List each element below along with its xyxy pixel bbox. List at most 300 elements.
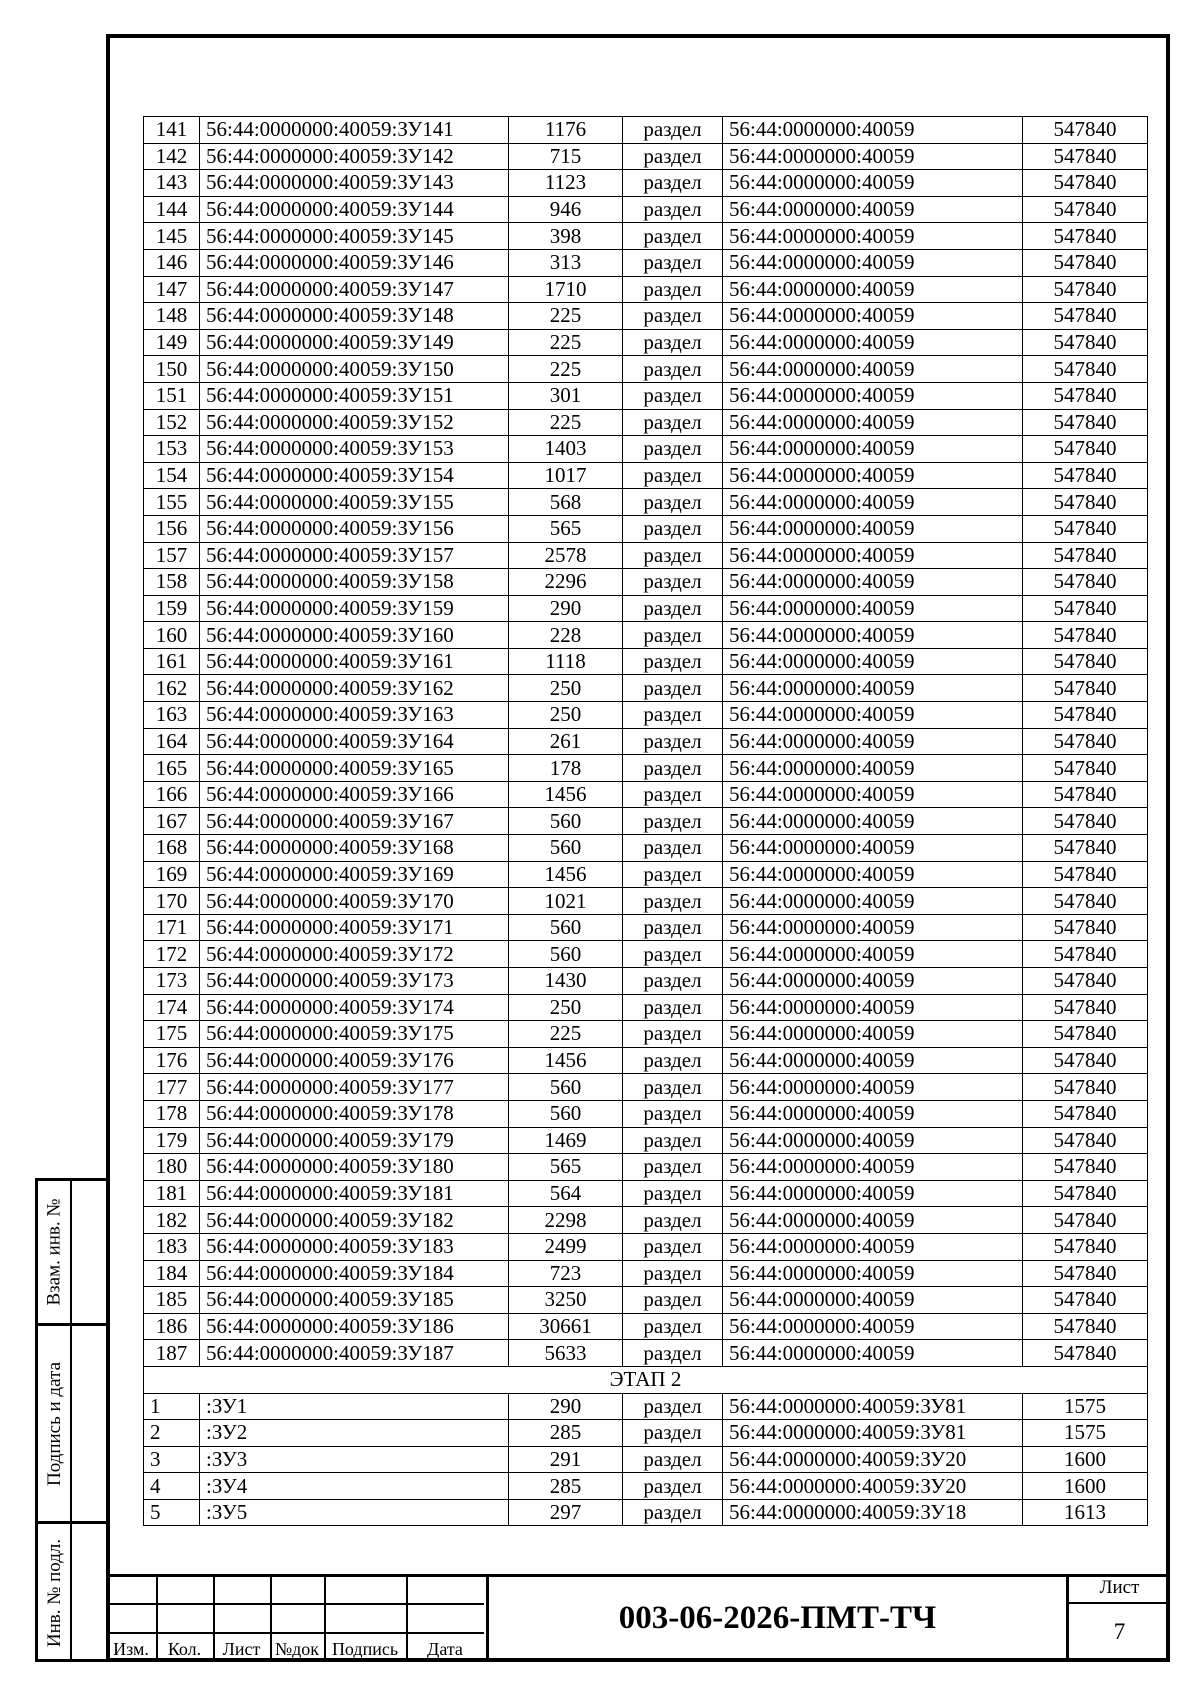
row-number-cell: 156 bbox=[144, 515, 200, 542]
row-number-cell: 4 bbox=[144, 1473, 200, 1500]
area-cell: 2578 bbox=[509, 542, 623, 569]
sheet-number: 7 bbox=[1113, 1619, 1126, 1644]
method-cell: раздел bbox=[623, 1393, 723, 1420]
row-number-cell: 165 bbox=[144, 755, 200, 782]
side-cell-vzam bbox=[38, 1181, 106, 1326]
method-cell: раздел bbox=[623, 409, 723, 436]
area-cell: 1176 bbox=[509, 117, 623, 144]
table-row bbox=[144, 1340, 1148, 1367]
method-cell: раздел bbox=[623, 1207, 723, 1234]
source-parcel-cell: 56:44:0000000:40059 bbox=[723, 515, 1023, 542]
row-number-cell: 146 bbox=[144, 249, 200, 276]
table-row bbox=[144, 276, 1148, 303]
side-cell-inv bbox=[38, 1524, 106, 1662]
area-cell: 565 bbox=[509, 515, 623, 542]
row-number-cell: 174 bbox=[144, 994, 200, 1021]
row-number-cell: 3 bbox=[144, 1446, 200, 1473]
source-parcel-cell: 56:44:0000000:40059 bbox=[723, 1100, 1023, 1127]
method-cell: раздел bbox=[623, 542, 723, 569]
area-cell: 285 bbox=[509, 1420, 623, 1447]
source-area-cell: 547840 bbox=[1023, 1100, 1148, 1127]
area-cell: 290 bbox=[509, 1393, 623, 1420]
row-number-cell: 2 bbox=[144, 1420, 200, 1447]
area-cell: 1469 bbox=[509, 1127, 623, 1154]
source-parcel-cell: 56:44:0000000:40059 bbox=[723, 303, 1023, 330]
source-area-cell: 547840 bbox=[1023, 196, 1148, 223]
area-cell: 225 bbox=[509, 409, 623, 436]
row-number-cell: 148 bbox=[144, 303, 200, 330]
source-parcel-cell: 56:44:0000000:40059 bbox=[723, 622, 1023, 649]
parcel-id-cell: 56:44:0000000:40059:ЗУ152 bbox=[200, 409, 509, 436]
row-number-cell: 1 bbox=[144, 1393, 200, 1420]
source-area-cell: 547840 bbox=[1023, 1260, 1148, 1287]
row-number-cell: 141 bbox=[144, 117, 200, 144]
label-podpis: Подпись bbox=[331, 1639, 399, 1659]
table-row bbox=[144, 1313, 1148, 1340]
document-code: 003-06-2026-ПМТ-ТЧ bbox=[486, 1574, 1066, 1662]
source-area-cell: 547840 bbox=[1023, 276, 1148, 303]
source-parcel-cell: 56:44:0000000:40059 bbox=[723, 356, 1023, 383]
method-cell: раздел bbox=[623, 1420, 723, 1447]
table-row bbox=[144, 117, 1148, 144]
table-row bbox=[144, 595, 1148, 622]
row-number-cell: 176 bbox=[144, 1047, 200, 1074]
area-cell: 291 bbox=[509, 1446, 623, 1473]
area-cell: 1430 bbox=[509, 968, 623, 995]
source-parcel-cell: 56:44:0000000:40059 bbox=[723, 117, 1023, 144]
source-area-cell: 1600 bbox=[1023, 1446, 1148, 1473]
parcel-table bbox=[143, 116, 1148, 1526]
table-row bbox=[144, 994, 1148, 1021]
source-parcel-cell: 56:44:0000000:40059 bbox=[723, 436, 1023, 463]
method-cell: раздел bbox=[623, 462, 723, 489]
table-row bbox=[144, 1047, 1148, 1074]
row-number-cell: 175 bbox=[144, 1021, 200, 1048]
parcel-id-cell: 56:44:0000000:40059:ЗУ185 bbox=[200, 1287, 509, 1314]
table-row bbox=[144, 1100, 1148, 1127]
area-cell: 2298 bbox=[509, 1207, 623, 1234]
area-cell: 1456 bbox=[509, 781, 623, 808]
source-parcel-cell: 56:44:0000000:40059 bbox=[723, 329, 1023, 356]
method-cell: раздел bbox=[623, 622, 723, 649]
row-number-cell: 170 bbox=[144, 888, 200, 915]
label-izm: Изм. bbox=[113, 1639, 149, 1659]
table-row bbox=[144, 648, 1148, 675]
label-data: Дата bbox=[427, 1639, 463, 1659]
parcel-id-cell: 56:44:0000000:40059:ЗУ142 bbox=[200, 143, 509, 170]
source-area-cell: 547840 bbox=[1023, 994, 1148, 1021]
source-area-cell: 547840 bbox=[1023, 382, 1148, 409]
parcel-id-cell: 56:44:0000000:40059:ЗУ147 bbox=[200, 276, 509, 303]
source-area-cell: 547840 bbox=[1023, 409, 1148, 436]
source-parcel-cell: 56:44:0000000:40059 bbox=[723, 755, 1023, 782]
area-cell: 1118 bbox=[509, 648, 623, 675]
sheet-box bbox=[1066, 1574, 1170, 1662]
parcel-id-cell: 56:44:0000000:40059:ЗУ183 bbox=[200, 1233, 509, 1260]
area-cell: 3250 bbox=[509, 1287, 623, 1314]
row-number-cell: 153 bbox=[144, 436, 200, 463]
source-area-cell: 547840 bbox=[1023, 515, 1148, 542]
source-parcel-cell: 56:44:0000000:40059 bbox=[723, 1047, 1023, 1074]
label-kol: Кол. bbox=[167, 1639, 202, 1659]
source-parcel-cell: 56:44:0000000:40059 bbox=[723, 223, 1023, 250]
row-number-cell: 180 bbox=[144, 1154, 200, 1181]
table-row bbox=[144, 223, 1148, 250]
row-number-cell: 177 bbox=[144, 1074, 200, 1101]
method-cell: раздел bbox=[623, 595, 723, 622]
parcel-id-cell: 56:44:0000000:40059:ЗУ143 bbox=[200, 170, 509, 197]
source-parcel-cell: 56:44:0000000:40059 bbox=[723, 808, 1023, 835]
table-row bbox=[144, 1499, 1148, 1526]
row-number-cell: 164 bbox=[144, 728, 200, 755]
area-cell: 290 bbox=[509, 595, 623, 622]
area-cell: 565 bbox=[509, 1154, 623, 1181]
table-row bbox=[144, 1180, 1148, 1207]
source-area-cell: 547840 bbox=[1023, 489, 1148, 516]
parcel-id-cell: 56:44:0000000:40059:ЗУ145 bbox=[200, 223, 509, 250]
parcel-id-cell: :ЗУ5 bbox=[200, 1499, 509, 1526]
source-parcel-cell: 56:44:0000000:40059 bbox=[723, 835, 1023, 862]
source-area-cell: 547840 bbox=[1023, 542, 1148, 569]
table-row bbox=[144, 170, 1148, 197]
area-cell: 560 bbox=[509, 835, 623, 862]
source-area-cell: 1575 bbox=[1023, 1420, 1148, 1447]
method-cell: раздел bbox=[623, 436, 723, 463]
parcel-id-cell: 56:44:0000000:40059:ЗУ149 bbox=[200, 329, 509, 356]
table-row bbox=[144, 1207, 1148, 1234]
method-cell: раздел bbox=[623, 223, 723, 250]
parcel-id-cell: 56:44:0000000:40059:ЗУ157 bbox=[200, 542, 509, 569]
parcel-id-cell: 56:44:0000000:40059:ЗУ163 bbox=[200, 702, 509, 729]
source-parcel-cell: 56:44:0000000:40059 bbox=[723, 702, 1023, 729]
area-cell: 715 bbox=[509, 143, 623, 170]
row-number-cell: 152 bbox=[144, 409, 200, 436]
parcel-id-cell: 56:44:0000000:40059:ЗУ176 bbox=[200, 1047, 509, 1074]
method-cell: раздел bbox=[623, 994, 723, 1021]
parcel-id-cell: 56:44:0000000:40059:ЗУ182 bbox=[200, 1207, 509, 1234]
area-cell: 30661 bbox=[509, 1313, 623, 1340]
source-parcel-cell: 56:44:0000000:40059 bbox=[723, 1127, 1023, 1154]
row-number-cell: 149 bbox=[144, 329, 200, 356]
table-row bbox=[144, 1260, 1148, 1287]
source-area-cell: 547840 bbox=[1023, 1313, 1148, 1340]
source-parcel-cell: 56:44:0000000:40059 bbox=[723, 888, 1023, 915]
table-row bbox=[144, 781, 1148, 808]
row-number-cell: 155 bbox=[144, 489, 200, 516]
table-row bbox=[144, 382, 1148, 409]
table-row bbox=[144, 303, 1148, 330]
parcel-id-cell: 56:44:0000000:40059:ЗУ158 bbox=[200, 569, 509, 596]
row-number-cell: 154 bbox=[144, 462, 200, 489]
source-parcel-cell: 56:44:0000000:40059 bbox=[723, 595, 1023, 622]
source-parcel-cell: 56:44:0000000:40059:ЗУ18 bbox=[723, 1499, 1023, 1526]
method-cell: раздел bbox=[623, 515, 723, 542]
table-row bbox=[144, 1021, 1148, 1048]
method-cell: раздел bbox=[623, 861, 723, 888]
table-row bbox=[144, 702, 1148, 729]
source-area-cell: 547840 bbox=[1023, 1287, 1148, 1314]
area-cell: 560 bbox=[509, 1074, 623, 1101]
parcel-id-cell: 56:44:0000000:40059:ЗУ180 bbox=[200, 1154, 509, 1181]
source-parcel-cell: 56:44:0000000:40059 bbox=[723, 675, 1023, 702]
label-ndok: №док bbox=[274, 1639, 320, 1659]
parcel-id-cell: 56:44:0000000:40059:ЗУ156 bbox=[200, 515, 509, 542]
area-cell: 297 bbox=[509, 1499, 623, 1526]
source-parcel-cell: 56:44:0000000:40059:ЗУ20 bbox=[723, 1473, 1023, 1500]
area-cell: 560 bbox=[509, 1100, 623, 1127]
source-area-cell: 547840 bbox=[1023, 702, 1148, 729]
table-row bbox=[144, 489, 1148, 516]
area-cell: 1123 bbox=[509, 170, 623, 197]
table-row bbox=[144, 436, 1148, 463]
method-cell: раздел bbox=[623, 1260, 723, 1287]
source-area-cell: 547840 bbox=[1023, 1021, 1148, 1048]
row-number-cell: 173 bbox=[144, 968, 200, 995]
source-area-cell: 547840 bbox=[1023, 1127, 1148, 1154]
source-parcel-cell: 56:44:0000000:40059 bbox=[723, 941, 1023, 968]
source-area-cell: 547840 bbox=[1023, 781, 1148, 808]
parcel-id-cell: 56:44:0000000:40059:ЗУ155 bbox=[200, 489, 509, 516]
table-row bbox=[144, 1473, 1148, 1500]
table-row bbox=[144, 356, 1148, 383]
row-number-cell: 169 bbox=[144, 861, 200, 888]
source-parcel-cell: 56:44:0000000:40059:ЗУ81 bbox=[723, 1393, 1023, 1420]
row-number-cell: 167 bbox=[144, 808, 200, 835]
parcel-id-cell: 56:44:0000000:40059:ЗУ174 bbox=[200, 994, 509, 1021]
table-row bbox=[144, 249, 1148, 276]
source-area-cell: 547840 bbox=[1023, 356, 1148, 383]
table-row bbox=[144, 1446, 1148, 1473]
area-cell: 1403 bbox=[509, 436, 623, 463]
source-area-cell: 547840 bbox=[1023, 648, 1148, 675]
source-parcel-cell: 56:44:0000000:40059 bbox=[723, 382, 1023, 409]
source-area-cell: 547840 bbox=[1023, 888, 1148, 915]
method-cell: раздел bbox=[623, 755, 723, 782]
source-parcel-cell: 56:44:0000000:40059 bbox=[723, 994, 1023, 1021]
row-number-cell: 181 bbox=[144, 1180, 200, 1207]
table-row bbox=[144, 143, 1148, 170]
source-parcel-cell: 56:44:0000000:40059 bbox=[723, 276, 1023, 303]
parcel-id-cell: 56:44:0000000:40059:ЗУ146 bbox=[200, 249, 509, 276]
method-cell: раздел bbox=[623, 196, 723, 223]
parcel-id-cell: 56:44:0000000:40059:ЗУ170 bbox=[200, 888, 509, 915]
area-cell: 228 bbox=[509, 622, 623, 649]
parcel-id-cell: 56:44:0000000:40059:ЗУ181 bbox=[200, 1180, 509, 1207]
method-cell: раздел bbox=[623, 968, 723, 995]
method-cell: раздел bbox=[623, 276, 723, 303]
method-cell: раздел bbox=[623, 1021, 723, 1048]
parcel-id-cell: 56:44:0000000:40059:ЗУ161 bbox=[200, 648, 509, 675]
table-row bbox=[144, 409, 1148, 436]
table-row bbox=[144, 462, 1148, 489]
table-row bbox=[144, 1074, 1148, 1101]
table-row bbox=[144, 888, 1148, 915]
area-cell: 560 bbox=[509, 808, 623, 835]
area-cell: 313 bbox=[509, 249, 623, 276]
parcel-id-cell: 56:44:0000000:40059:ЗУ184 bbox=[200, 1260, 509, 1287]
method-cell: раздел bbox=[623, 914, 723, 941]
table-row bbox=[144, 861, 1148, 888]
method-cell: раздел bbox=[623, 648, 723, 675]
parcel-id-cell: 56:44:0000000:40059:ЗУ167 bbox=[200, 808, 509, 835]
parcel-id-cell: 56:44:0000000:40059:ЗУ148 bbox=[200, 303, 509, 330]
method-cell: раздел bbox=[623, 808, 723, 835]
source-parcel-cell: 56:44:0000000:40059 bbox=[723, 170, 1023, 197]
source-parcel-cell: 56:44:0000000:40059:ЗУ20 bbox=[723, 1446, 1023, 1473]
row-number-cell: 186 bbox=[144, 1313, 200, 1340]
table-row bbox=[144, 728, 1148, 755]
source-parcel-cell: 56:44:0000000:40059 bbox=[723, 409, 1023, 436]
parcel-id-cell: 56:44:0000000:40059:ЗУ144 bbox=[200, 196, 509, 223]
row-number-cell: 182 bbox=[144, 1207, 200, 1234]
method-cell: раздел bbox=[623, 702, 723, 729]
parcel-id-cell: 56:44:0000000:40059:ЗУ179 bbox=[200, 1127, 509, 1154]
source-area-cell: 547840 bbox=[1023, 223, 1148, 250]
row-number-cell: 187 bbox=[144, 1340, 200, 1367]
parcel-id-cell: 56:44:0000000:40059:ЗУ177 bbox=[200, 1074, 509, 1101]
method-cell: раздел bbox=[623, 1047, 723, 1074]
row-number-cell: 172 bbox=[144, 941, 200, 968]
method-cell: раздел bbox=[623, 1340, 723, 1367]
side-label-podpis: Подпись и дата bbox=[44, 1361, 65, 1486]
side-label-inv: Инв. № подл. bbox=[44, 1538, 66, 1648]
area-cell: 285 bbox=[509, 1473, 623, 1500]
source-area-cell: 547840 bbox=[1023, 170, 1148, 197]
area-cell: 723 bbox=[509, 1260, 623, 1287]
table-row bbox=[144, 569, 1148, 596]
area-cell: 225 bbox=[509, 1021, 623, 1048]
method-cell: раздел bbox=[623, 1313, 723, 1340]
method-cell: раздел bbox=[623, 569, 723, 596]
source-area-cell: 547840 bbox=[1023, 941, 1148, 968]
row-number-cell: 185 bbox=[144, 1287, 200, 1314]
source-parcel-cell: 56:44:0000000:40059 bbox=[723, 728, 1023, 755]
method-cell: раздел bbox=[623, 941, 723, 968]
row-number-cell: 171 bbox=[144, 914, 200, 941]
area-cell: 2499 bbox=[509, 1233, 623, 1260]
source-parcel-cell: 56:44:0000000:40059 bbox=[723, 462, 1023, 489]
method-cell: раздел bbox=[623, 1100, 723, 1127]
source-parcel-cell: 56:44:0000000:40059 bbox=[723, 1154, 1023, 1181]
source-area-cell: 547840 bbox=[1023, 462, 1148, 489]
table-row bbox=[144, 1287, 1148, 1314]
row-number-cell: 168 bbox=[144, 835, 200, 862]
area-cell: 560 bbox=[509, 914, 623, 941]
row-number-cell: 5 bbox=[144, 1499, 200, 1526]
area-cell: 225 bbox=[509, 329, 623, 356]
method-cell: раздел bbox=[623, 1154, 723, 1181]
parcel-id-cell: 56:44:0000000:40059:ЗУ173 bbox=[200, 968, 509, 995]
source-area-cell: 547840 bbox=[1023, 808, 1148, 835]
row-number-cell: 166 bbox=[144, 781, 200, 808]
area-cell: 1456 bbox=[509, 861, 623, 888]
method-cell: раздел bbox=[623, 170, 723, 197]
method-cell: раздел bbox=[623, 675, 723, 702]
parcel-id-cell: :ЗУ1 bbox=[200, 1393, 509, 1420]
source-area-cell: 547840 bbox=[1023, 1154, 1148, 1181]
source-area-cell: 547840 bbox=[1023, 436, 1148, 463]
area-cell: 301 bbox=[509, 382, 623, 409]
table-row bbox=[144, 329, 1148, 356]
parcel-id-cell: 56:44:0000000:40059:ЗУ159 bbox=[200, 595, 509, 622]
row-number-cell: 143 bbox=[144, 170, 200, 197]
area-cell: 250 bbox=[509, 994, 623, 1021]
table-row bbox=[144, 675, 1148, 702]
area-cell: 261 bbox=[509, 728, 623, 755]
table-row bbox=[144, 196, 1148, 223]
table-row bbox=[144, 1393, 1148, 1420]
source-parcel-cell: 56:44:0000000:40059 bbox=[723, 914, 1023, 941]
row-number-cell: 157 bbox=[144, 542, 200, 569]
side-cell-podpis bbox=[38, 1326, 106, 1524]
source-area-cell: 547840 bbox=[1023, 622, 1148, 649]
parcel-id-cell: 56:44:0000000:40059:ЗУ164 bbox=[200, 728, 509, 755]
method-cell: раздел bbox=[623, 1446, 723, 1473]
parcel-id-cell: 56:44:0000000:40059:ЗУ175 bbox=[200, 1021, 509, 1048]
source-area-cell: 547840 bbox=[1023, 1180, 1148, 1207]
parcel-id-cell: 56:44:0000000:40059:ЗУ150 bbox=[200, 356, 509, 383]
row-number-cell: 145 bbox=[144, 223, 200, 250]
source-area-cell: 547840 bbox=[1023, 117, 1148, 144]
row-number-cell: 158 bbox=[144, 569, 200, 596]
area-cell: 564 bbox=[509, 1180, 623, 1207]
source-parcel-cell: 56:44:0000000:40059 bbox=[723, 1313, 1023, 1340]
label-list: Лист bbox=[222, 1639, 261, 1659]
source-parcel-cell: 56:44:0000000:40059 bbox=[723, 1233, 1023, 1260]
parcel-id-cell: 56:44:0000000:40059:ЗУ141 bbox=[200, 117, 509, 144]
method-cell: раздел bbox=[623, 382, 723, 409]
parcel-id-cell: 56:44:0000000:40059:ЗУ186 bbox=[200, 1313, 509, 1340]
source-parcel-cell: 56:44:0000000:40059 bbox=[723, 1207, 1023, 1234]
table-row bbox=[144, 808, 1148, 835]
method-cell: раздел bbox=[623, 329, 723, 356]
table-row bbox=[144, 542, 1148, 569]
row-number-cell: 144 bbox=[144, 196, 200, 223]
title-block bbox=[106, 1574, 1170, 1662]
parcel-id-cell: :ЗУ3 bbox=[200, 1446, 509, 1473]
revision-grid bbox=[106, 1574, 484, 1662]
row-number-cell: 183 bbox=[144, 1233, 200, 1260]
method-cell: раздел bbox=[623, 835, 723, 862]
method-cell: раздел bbox=[623, 1499, 723, 1526]
source-area-cell: 547840 bbox=[1023, 249, 1148, 276]
side-stamp bbox=[35, 1178, 106, 1662]
parcel-id-cell: :ЗУ4 bbox=[200, 1473, 509, 1500]
table-row bbox=[144, 914, 1148, 941]
row-number-cell: 160 bbox=[144, 622, 200, 649]
source-parcel-cell: 56:44:0000000:40059 bbox=[723, 1287, 1023, 1314]
source-parcel-cell: 56:44:0000000:40059 bbox=[723, 542, 1023, 569]
parcel-id-cell: 56:44:0000000:40059:ЗУ165 bbox=[200, 755, 509, 782]
source-area-cell: 547840 bbox=[1023, 861, 1148, 888]
area-cell: 568 bbox=[509, 489, 623, 516]
row-number-cell: 159 bbox=[144, 595, 200, 622]
source-parcel-cell: 56:44:0000000:40059 bbox=[723, 1180, 1023, 1207]
area-cell: 1456 bbox=[509, 1047, 623, 1074]
area-cell: 1017 bbox=[509, 462, 623, 489]
method-cell: раздел bbox=[623, 1473, 723, 1500]
table-row bbox=[144, 1154, 1148, 1181]
parcel-id-cell: 56:44:0000000:40059:ЗУ162 bbox=[200, 675, 509, 702]
area-cell: 2296 bbox=[509, 569, 623, 596]
area-cell: 250 bbox=[509, 675, 623, 702]
method-cell: раздел bbox=[623, 1287, 723, 1314]
table-row bbox=[144, 941, 1148, 968]
source-parcel-cell: 56:44:0000000:40059 bbox=[723, 249, 1023, 276]
source-area-cell: 547840 bbox=[1023, 1074, 1148, 1101]
source-area-cell: 547840 bbox=[1023, 1207, 1148, 1234]
table-row bbox=[144, 1127, 1148, 1154]
